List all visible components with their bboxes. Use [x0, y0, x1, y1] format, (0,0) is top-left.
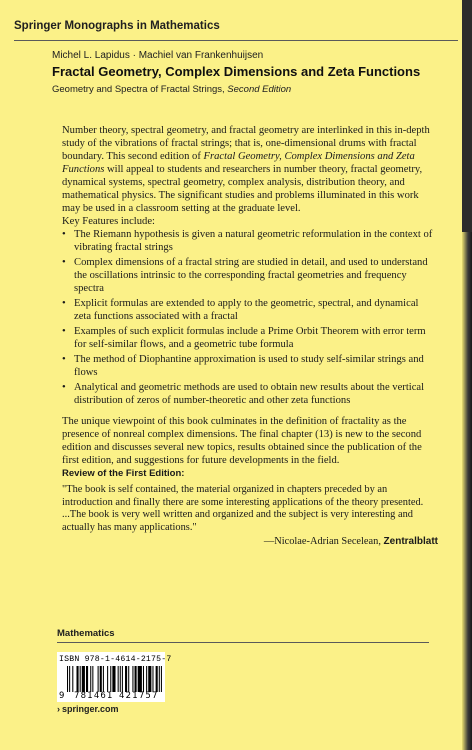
barcode-bar: [125, 666, 127, 692]
barcode-bar: [110, 666, 111, 692]
bullet-icon: •: [62, 229, 66, 240]
reviewer-name: —Nicolae-Adrian Secelean,: [263, 535, 384, 547]
feature-text: The Riemann hypothesis is given a natural geometric reformulation in the context of vibrating fractal strings: [74, 229, 433, 253]
barcode-bar: [120, 666, 121, 692]
barcode-bar: [82, 666, 85, 692]
series-name: Springer Monographs in Mathematics: [14, 20, 220, 32]
feature-item: [62, 228, 438, 254]
feature-item: [62, 325, 438, 351]
conclusion-paragraph: The unique viewpoint of this book culminates in the definition of fractality as the presence of nonreal complex dimensions. The final chapter (13) is new to the second edition and discusses several new topics, results obtained since the publication of the first edition, and suggestions for future developments in the field.: [62, 416, 422, 466]
features-heading: Key Features include:: [62, 216, 155, 227]
isbn-text: ISBN 978-1-4614-2175-7: [59, 655, 172, 664]
barcode-bar: [135, 666, 137, 692]
feature-item: [62, 297, 438, 323]
barcode-bar: [69, 666, 70, 692]
barcode-bar: [86, 666, 88, 692]
barcode-bar: [103, 666, 104, 692]
publisher-url[interactable]: [57, 704, 119, 714]
feature-text: Explicit formulas are extended to apply to the geometric, spectral, and dynamical zeta functions associated with a fractal: [74, 298, 419, 322]
barcode-bar: [100, 666, 102, 692]
feature-item: [62, 353, 438, 379]
barcode-bar: [67, 666, 68, 692]
barcode-group-right: 421757: [119, 691, 159, 701]
feature-text: Analytical and geometric methods are used to obtain new results about the vertical distribution of zeros of number-theoretic and other zeta functions: [74, 382, 425, 406]
chevron-right-icon: ›: [57, 704, 60, 714]
intro-text-start: Number theory, spectral geometry, and fractal geometry are interlinked in this in-depth study of the vibrations of fractal strings; that is, one-dimensional drums with fractal boundary. This second edition of: [62, 125, 430, 162]
barcode-bar: [152, 666, 153, 692]
features-list: [62, 228, 438, 407]
barcode-bar: [156, 666, 158, 692]
book-subtitle: [52, 84, 452, 95]
barcode-bar: [148, 666, 151, 692]
feature-text: Examples of such explicit formulas include a Prime Orbit Theorem with error term for self-similar flows, and a geometric tube formula: [74, 326, 426, 350]
barcode-bar: [112, 666, 115, 692]
bullet-icon: •: [62, 382, 66, 393]
barcode-bar: [143, 666, 144, 692]
barcode-group-left: 781461: [74, 691, 114, 701]
barcode-bar: [138, 666, 142, 692]
barcode-bar: [98, 666, 99, 692]
barcode-bar: [122, 666, 123, 692]
barcode-bar: [161, 666, 162, 692]
feature-text: The method of Diophantine approximation is used to study self-similar strings and flows: [74, 354, 424, 378]
spine-edge-dark: [462, 0, 472, 232]
barcode-bar: [146, 666, 147, 692]
barcode-bar: [72, 666, 73, 692]
barcode-bar: [118, 666, 119, 692]
bullet-icon: •: [62, 354, 66, 365]
barcode-bar: [76, 666, 78, 692]
bullet-icon: •: [62, 326, 66, 337]
barcode-bar: [132, 666, 133, 692]
barcode-bar: [159, 666, 160, 692]
subject-label: Mathematics: [57, 628, 115, 639]
review-heading: Review of the First Edition:: [62, 468, 185, 479]
barcode-bar: [80, 666, 81, 692]
barcode-bar: [107, 666, 108, 692]
authors: Michel L. Lapidus · Machiel van Frankenhuijsen: [52, 50, 264, 61]
edition-label: Second Edition: [227, 84, 292, 95]
intro-paragraph: [62, 124, 438, 215]
intro-book-title: Fractal Geometry, Complex Dimensions and Zeta Functions: [62, 151, 415, 175]
barcode-bar: [128, 666, 129, 692]
book-title: Fractal Geometry, Complex Dimensions and Zeta Functions: [52, 64, 421, 79]
review-attribution: [62, 535, 438, 548]
subtitle-text: Geometry and Spectra of Fractal Strings,: [52, 84, 228, 95]
bullet-icon: •: [62, 257, 66, 268]
feature-item: [62, 256, 438, 295]
barcode-first-digit: 9: [59, 691, 65, 701]
feature-text: Complex dimensions of a fractal string are studied in detail, and used to understand the oscillations intrinsic to the corresponding fractal geometries and frequency spectra: [74, 257, 428, 294]
series-divider: [14, 40, 458, 41]
review-source: Zentralblatt: [383, 535, 438, 547]
barcode-bar: [92, 666, 93, 692]
review-quote: "The book is self contained, the material organized in chapters preceded by an introduction and finally there are some interesting applications of the theory presented. ...The book is very well written and organized and the subject is very interesting and actually has many applications.": [62, 484, 424, 534]
barcode-bar: [90, 666, 91, 692]
feature-item: [62, 381, 438, 407]
publisher-url-text: springer.com: [62, 704, 119, 714]
blurb: [62, 124, 438, 548]
barcode-icon: [67, 666, 163, 692]
subject-divider: [57, 642, 429, 643]
spine-edge: [462, 0, 472, 750]
bullet-icon: •: [62, 298, 66, 309]
intro-text-end: will appeal to students and researchers in number theory, fractal geometry, dynamical systems, spectral geometry, complex analysis, distribution theory, and mathematical physics. The significant studies and problems illuminated in this work may be used in a classroom setting at the graduate level.: [62, 164, 423, 214]
